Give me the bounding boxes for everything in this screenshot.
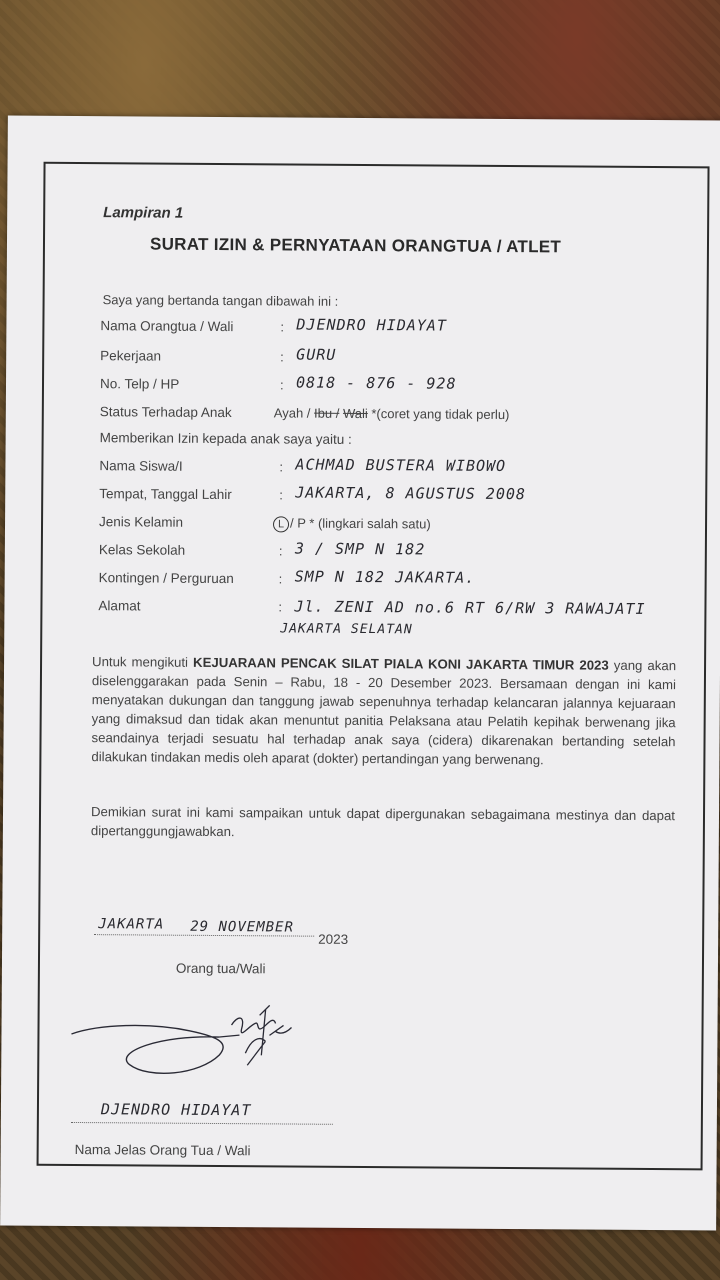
document-paper <box>0 116 720 1231</box>
contingent-label: Kontingen / Perguruan <box>98 570 234 587</box>
signoff-year: 2023 <box>318 931 349 947</box>
gender-label: Jenis Kelamin <box>98 514 184 530</box>
phone-value: 0818 - 876 - 928 <box>295 373 457 393</box>
status-note: *(coret yang tidak perlu) <box>371 406 510 423</box>
colon: : <box>280 319 285 335</box>
contingent-value: SMP N 182 JAKARTA. <box>294 567 476 587</box>
signed-name: DJENDRO HIDAYAT <box>100 1100 252 1120</box>
colon: : <box>278 599 283 615</box>
job-label: Pekerjaan <box>100 348 162 364</box>
p1-start: Untuk mengikuti <box>92 654 194 670</box>
parent-name-value: DJENDRO HIDAYAT <box>296 315 447 335</box>
class-label: Kelas Sekolah <box>98 542 186 558</box>
colon: : <box>278 543 283 559</box>
status-wali: Wali <box>342 405 368 422</box>
name-dotted-line <box>71 1122 333 1125</box>
p1-rest: yang akan diselenggarakan pada Senin – Rabu, 18 - 20 Desember 2023. Bersamaan dengan ini kami menyatakan dukungan dan tanggung jawab sepenuhnya terhadap kelancaran jalannya kejuaraan yang dimaksud dan tidak akan menuntut panitia Pelaksana atau Pelatih kepihak berwenang jika seandainya terjadi sesuatu hal terhadap anak saya (cidera) dikarenakan bertanding setelah dilakukan tindakan medis oleh aparat (dokter) pertandingan yang berwenang. <box>91 657 677 768</box>
child-name-label: Nama Siswa/I <box>99 458 183 474</box>
phone-label: No. Telp / HP <box>99 376 180 392</box>
gender-rest: / P * (lingkari salah satu) <box>289 515 431 532</box>
birth-value: JAKARTA, 8 AGUSTUS 2008 <box>295 483 527 504</box>
signoff-date: 29 NOVEMBER <box>190 918 294 936</box>
gender-options <box>273 515 431 533</box>
birth-label: Tempat, Tanggal Lahir <box>99 486 232 503</box>
signoff-role: Orang tua/Wali <box>175 960 266 977</box>
date-dotted-line <box>94 934 314 937</box>
signoff-city: JAKARTA <box>98 916 165 933</box>
child-intro: Memberikan Izin kepada anak saya yaitu : <box>99 430 352 447</box>
lampiran-label: Lampiran 1 <box>103 204 184 222</box>
address-line2: JAKARTA SELATAN <box>280 621 413 638</box>
address-line1: Jl. ZENI AD no.6 RT 6/RW 3 RAWAJATI <box>294 597 646 618</box>
colon: : <box>280 349 284 365</box>
parent-name-label: Nama Orangtua / Wali <box>100 318 234 335</box>
closing-paragraph: Demikian surat ini kami sampaikan untuk dapat dipergunakan sebagaimana mestinya dan dapat dipertanggungjawabkan. <box>90 804 676 840</box>
gender-l-circled: L <box>273 516 289 532</box>
class-value: 3 / SMP N 182 <box>294 539 426 559</box>
status-ayah: Ayah / <box>273 405 311 421</box>
colon: : <box>279 487 283 503</box>
job-value: GURU <box>296 345 337 364</box>
status-options <box>274 405 510 422</box>
document-frame <box>37 162 710 1171</box>
status-ibu: Ibu / <box>314 405 340 421</box>
parent-intro: Saya yang bertanda tangan dibawah ini : <box>102 292 339 309</box>
event-name: KEJUARAAN PENCAK SILAT PIALA KONI JAKARTA TIMUR 2023 <box>193 654 609 673</box>
address-label: Alamat <box>98 598 141 614</box>
colon: : <box>278 571 283 587</box>
child-name-value: ACHMAD BUSTERA WIBOWO <box>295 455 507 476</box>
colon: : <box>279 459 284 475</box>
colon: : <box>279 377 284 393</box>
document-title: SURAT IZIN & PERNYATAAN ORANGTUA / ATLET <box>149 234 562 257</box>
signature-drawing <box>69 994 310 1096</box>
status-label: Status Terhadap Anak <box>99 404 232 421</box>
statement-paragraph <box>91 652 676 770</box>
signed-name-label: Nama Jelas Orang Tua / Wali <box>74 1142 251 1159</box>
